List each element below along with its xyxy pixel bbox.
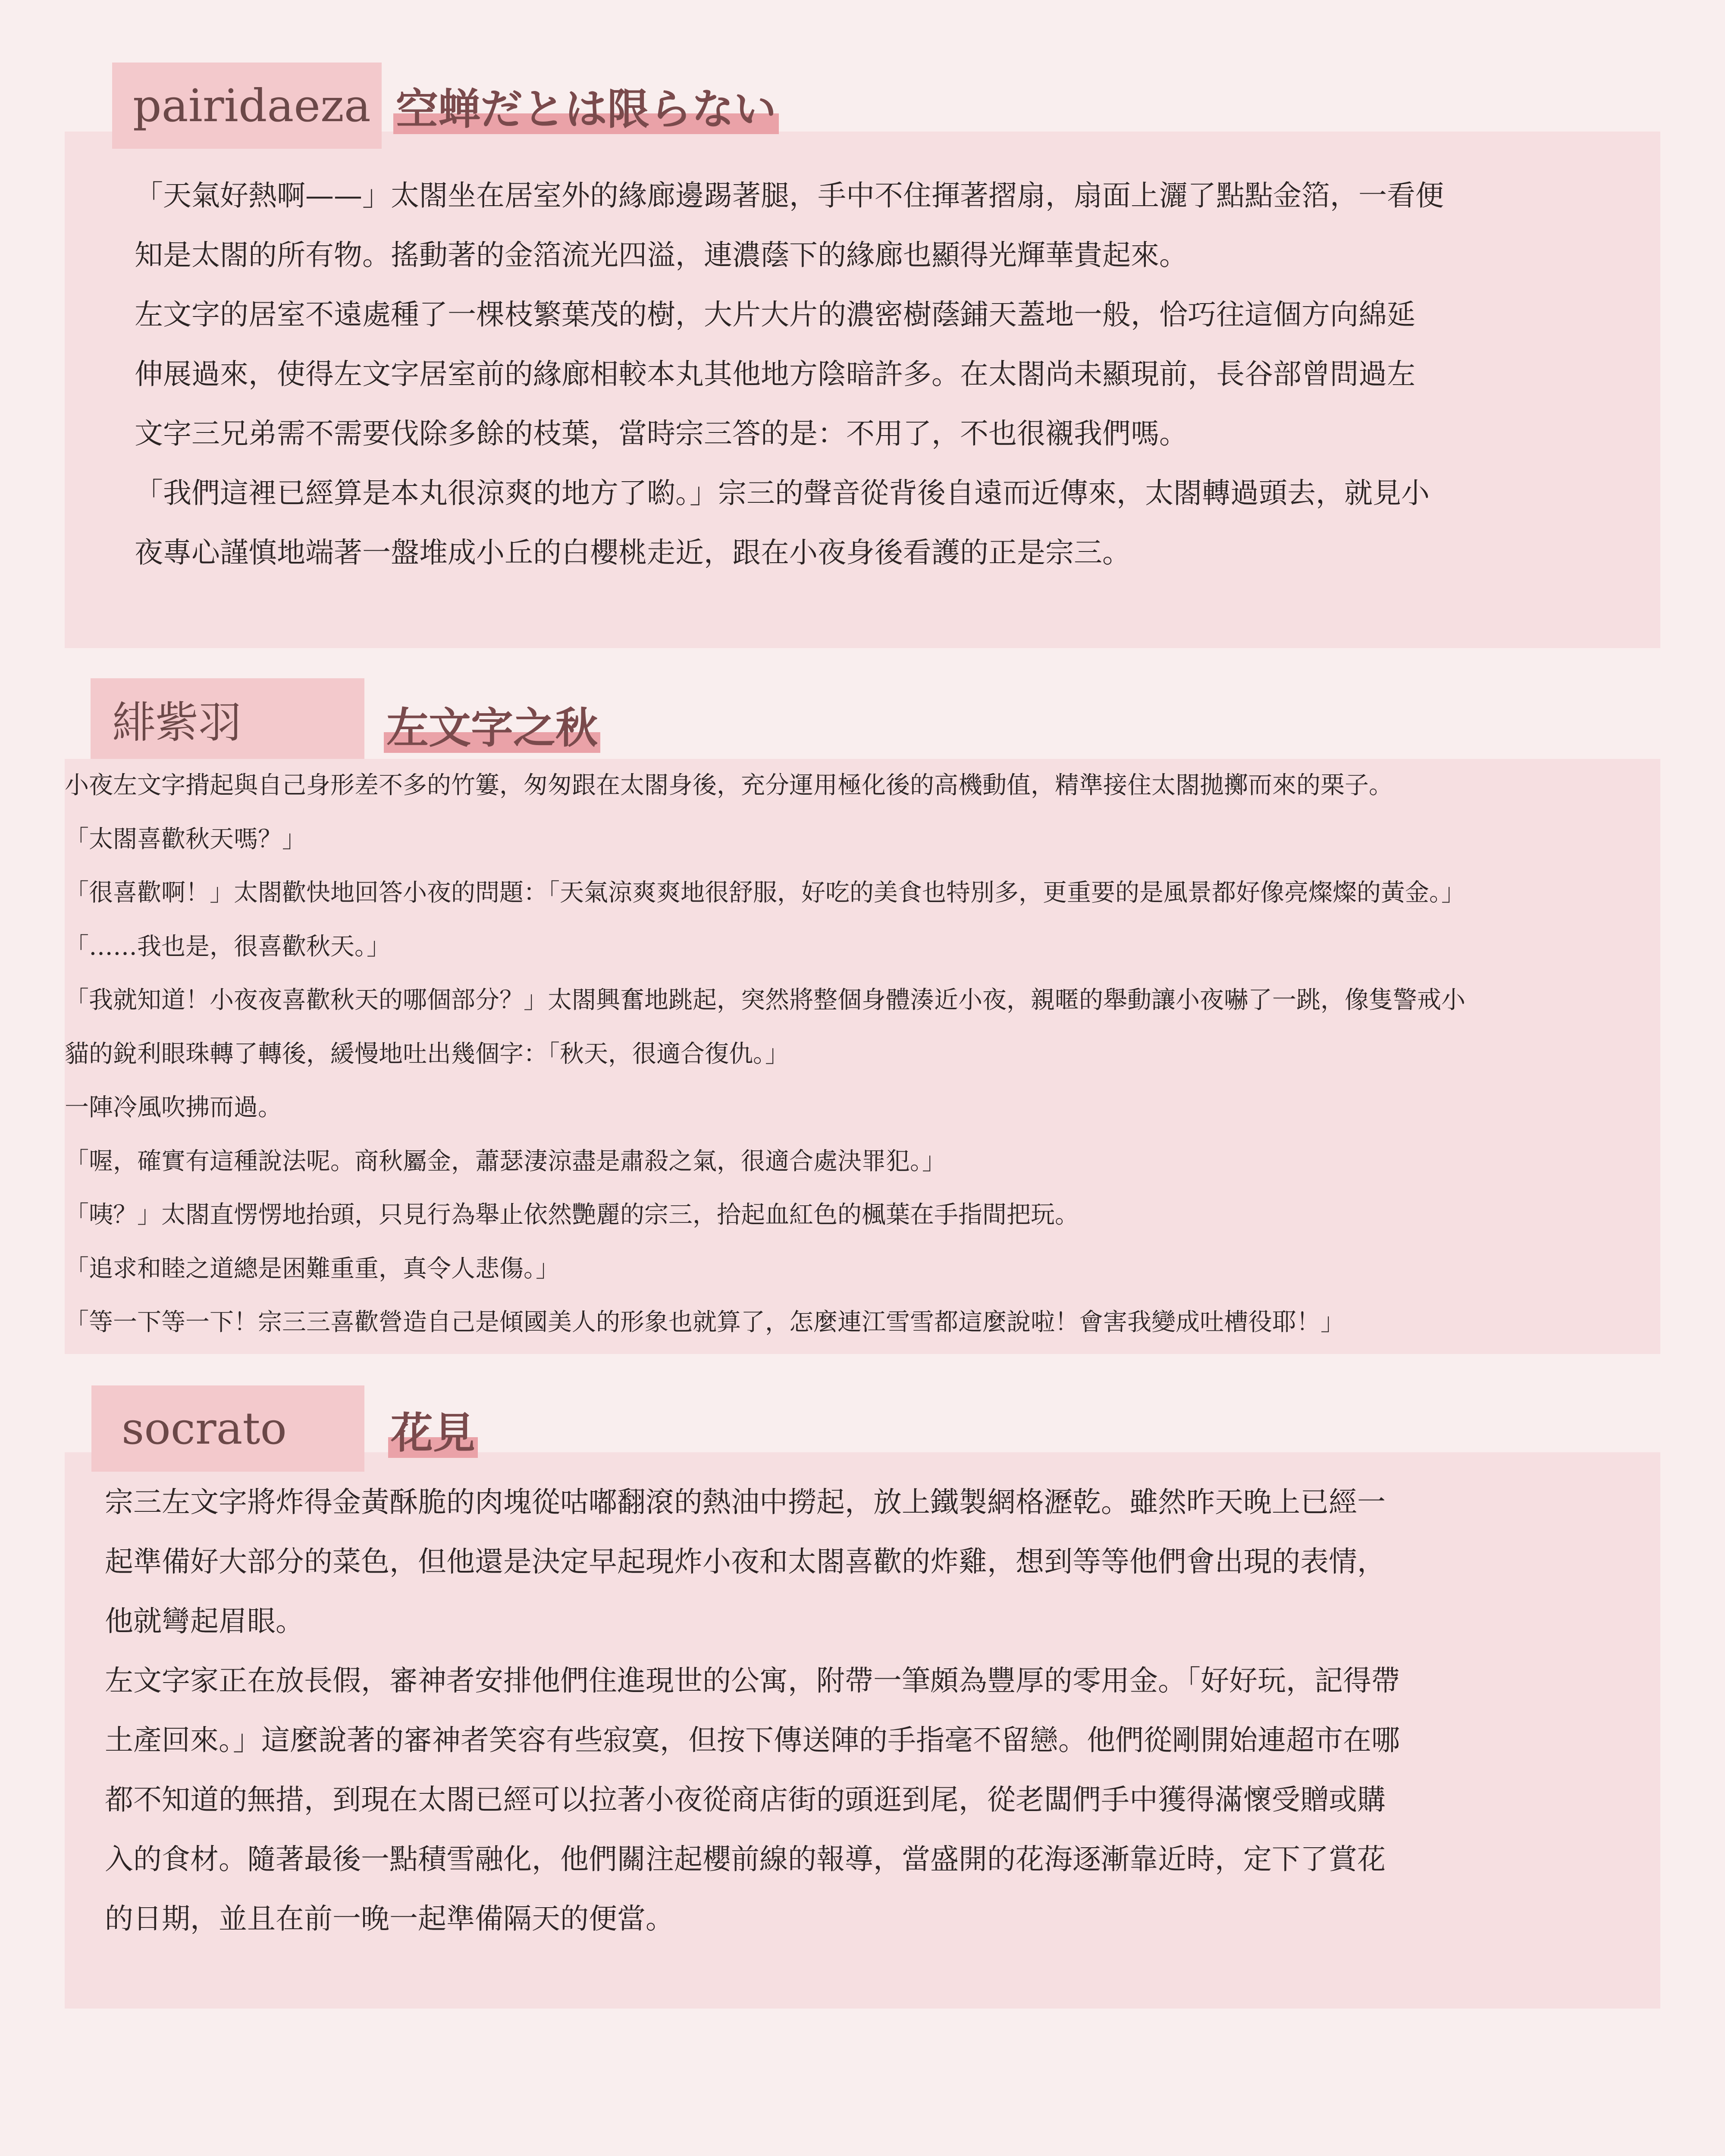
story-line: 他就彎起眉眼。	[105, 1604, 304, 1638]
story-line: 「咦？」太閤直愣愣地抬頭，只見行為舉止依然艷麗的宗三，拾起血紅色的楓葉在手指間把玩。	[65, 1201, 1079, 1229]
story-line: 貓的銳利眼珠轉了轉後，緩慢地吐出幾個字：「秋天，很適合復仇。」	[65, 1040, 789, 1068]
story-line: 「天氣好熱啊——」太閤坐在居室外的緣廊邊踢著腿，手中不住揮著摺扇，扇面上灑了點點金箔，一看便	[135, 179, 1444, 212]
story-body	[105, 1473, 1400, 1949]
story-title-text: 花見	[388, 1409, 478, 1458]
story-body	[65, 759, 1465, 1350]
story-line: 文字三兄弟需不需要伐除多餘的枝葉，當時宗三答的是：不用了，不也很襯我們嗎。	[135, 417, 1188, 450]
story-title	[388, 1409, 478, 1458]
story-line: 「我就知道！小夜夜喜歡秋天的哪個部分？」太閤興奮地跳起，突然將整個身體湊近小夜，親暱的舉動讓小夜嚇了一跳，像隻警戒小	[65, 986, 1465, 1014]
story-line: 小夜左文字揹起與自己身形差不多的竹簍，匆匆跟在太閤身後，充分運用極化後的高機動值，精準接住太閤拋擲而來的栗子。	[65, 771, 1393, 799]
author-label	[112, 63, 382, 149]
story-line: 起準備好大部分的菜色，但他還是決定早起現炸小夜和太閤喜歡的炸雞，想到等等他們會出現的表情，	[105, 1545, 1386, 1578]
story-line: 「等一下等一下！宗三三喜歡營造自己是傾國美人的形象也就算了，怎麼連江雪雪都這麼說啦！會害我變成吐槽役耶！」	[65, 1308, 1345, 1336]
story-body	[135, 166, 1444, 583]
story-line: 左文字家正在放長假，審神者安排他們住進現世的公寓，附帶一筆頗為豐厚的零用金。「好好玩，記得帶	[105, 1664, 1400, 1697]
story-title	[393, 85, 779, 134]
story-line: 「追求和睦之道總是困難重重，真令人悲傷。」	[65, 1254, 560, 1283]
story-line: 夜專心謹慎地端著一盤堆成小丘的白櫻桃走近，跟在小夜身後看護的正是宗三。	[135, 536, 1131, 569]
author-name: pairidaeza	[133, 79, 371, 132]
story-title-text: 空蝉だとは限らない	[393, 85, 779, 134]
author-label	[91, 678, 364, 759]
story-title	[384, 704, 600, 753]
story-line: 入的食材。隨著最後一點積雪融化，他們關注起櫻前線的報導，當盛開的花海逐漸靠近時，定下了賞花	[105, 1843, 1386, 1876]
story-line: 左文字的居室不遠處種了一棵枝繁葉茂的樹，大片大片的濃密樹蔭鋪天蓋地一般，恰巧往這個方向綿延	[135, 298, 1415, 331]
story-line: 「太閤喜歡秋天嗎？」	[65, 825, 306, 853]
author-label	[91, 1385, 364, 1472]
story-line: 的日期，並且在前一晚一起準備隔天的便當。	[105, 1902, 674, 1935]
story-line: 知是太閤的所有物。搖動著的金箔流光四溢，連濃蔭下的緣廊也顯得光輝華貴起來。	[135, 238, 1188, 272]
story-line: 都不知道的無措，到現在太閤已經可以拉著小夜從商店街的頭逛到尾，從老闆們手中獲得滿懷受贈或購	[105, 1783, 1386, 1816]
story-line: 「……我也是，很喜歡秋天。」	[65, 932, 391, 961]
story-line: 伸展過來，使得左文字居室前的緣廊相較本丸其他地方陰暗許多。在太閤尚未顯現前，長谷部曾問過左	[135, 357, 1415, 391]
story-line: 土產回來。」這麼說著的審神者笑容有些寂寞，但按下傳送陣的手指毫不留戀。他們從剛開始連超市在哪	[105, 1724, 1400, 1757]
story-line: 「喔，確實有這種說法呢。商秋屬金，蕭瑟淒涼盡是肅殺之氣，很適合處決罪犯。」	[65, 1147, 946, 1175]
story-line: 一陣冷風吹拂而過。	[65, 1094, 282, 1122]
author-name: 緋紫羽	[112, 697, 242, 748]
story-line: 「我們這裡已經算是本丸很涼爽的地方了喲。」宗三的聲音從背後自遠而近傳來，太閤轉過頭去，就見小	[135, 476, 1430, 510]
author-name: socrato	[122, 1403, 287, 1454]
story-line: 「很喜歡啊！」太閤歡快地回答小夜的問題：「天氣涼爽爽地很舒服，好吃的美食也特別多，更重要的是風景都好像亮燦燦的黃金。」	[65, 879, 1465, 907]
story-title-text: 左文字之秋	[384, 704, 600, 753]
story-line: 宗三左文字將炸得金黃酥脆的肉塊從咕嘟翻滾的熱油中撈起，放上鐵製網格瀝乾。雖然昨天晚上已經一	[105, 1485, 1386, 1519]
